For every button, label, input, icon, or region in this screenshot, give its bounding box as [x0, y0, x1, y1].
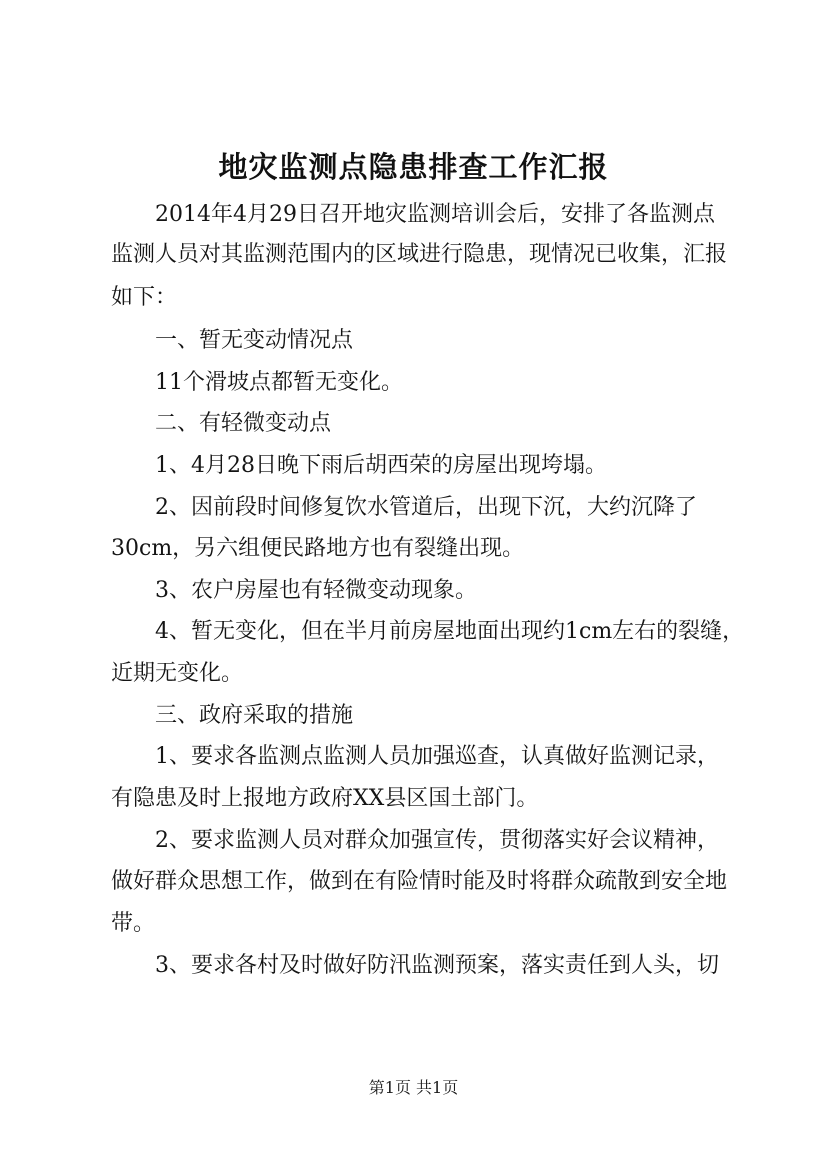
paragraph-line: 4、暂无变化，但在半月前房屋地面出现约1cm左右的裂缝，	[155, 619, 745, 644]
section-heading: 三、政府采取的措施	[155, 703, 354, 728]
paragraph-line: 3、农户房屋也有轻微变动现象。	[155, 578, 477, 603]
paragraph-line: 11个滑坡点都暂无变化。	[155, 370, 403, 395]
paragraph-line: 近期无变化。	[111, 661, 244, 686]
document-title: 地灾监测点隐患排查工作汇报	[218, 150, 609, 184]
paragraph-line: 带。	[111, 911, 156, 936]
paragraph-line: 做好群众思想工作，做到在有险情时能及时将群众疏散到安全地	[111, 869, 728, 894]
paragraph-line: 3、要求各村及时做好防汛监测预案，落实责任到人头，切	[155, 953, 719, 978]
paragraph-line: 1、4月28日晚下雨后胡西荣的房屋出现垮塌。	[155, 453, 607, 478]
paragraph-line: 1、要求各监测点监测人员加强巡查，认真做好监测记录，	[155, 744, 719, 769]
paragraph-line: 如下：	[111, 285, 178, 310]
paragraph-line: 2014年4月29日召开地灾监测培训会后，安排了各监测点	[155, 202, 715, 227]
paragraph-line: 2、因前段时间修复饮水管道后，出现下沉，大约沉降了	[155, 495, 697, 520]
page-footer: 第1页 共1页	[368, 1078, 459, 1097]
paragraph-line: 2、要求监测人员对群众加强宣传，贯彻落实好会议精神，	[155, 828, 719, 853]
section-heading: 一、暂无变动情况点	[155, 328, 354, 353]
paragraph-line: 监测人员对其监测范围内的区域进行隐患，现情况已收集，汇报	[111, 242, 728, 267]
section-heading: 二、有轻微变动点	[155, 411, 332, 436]
paragraph-line: 有隐患及时上报地方政府XX县区国土部门。	[111, 786, 539, 811]
paragraph-line: 30cm，另六组便民路地方也有裂缝出现。	[111, 536, 525, 561]
